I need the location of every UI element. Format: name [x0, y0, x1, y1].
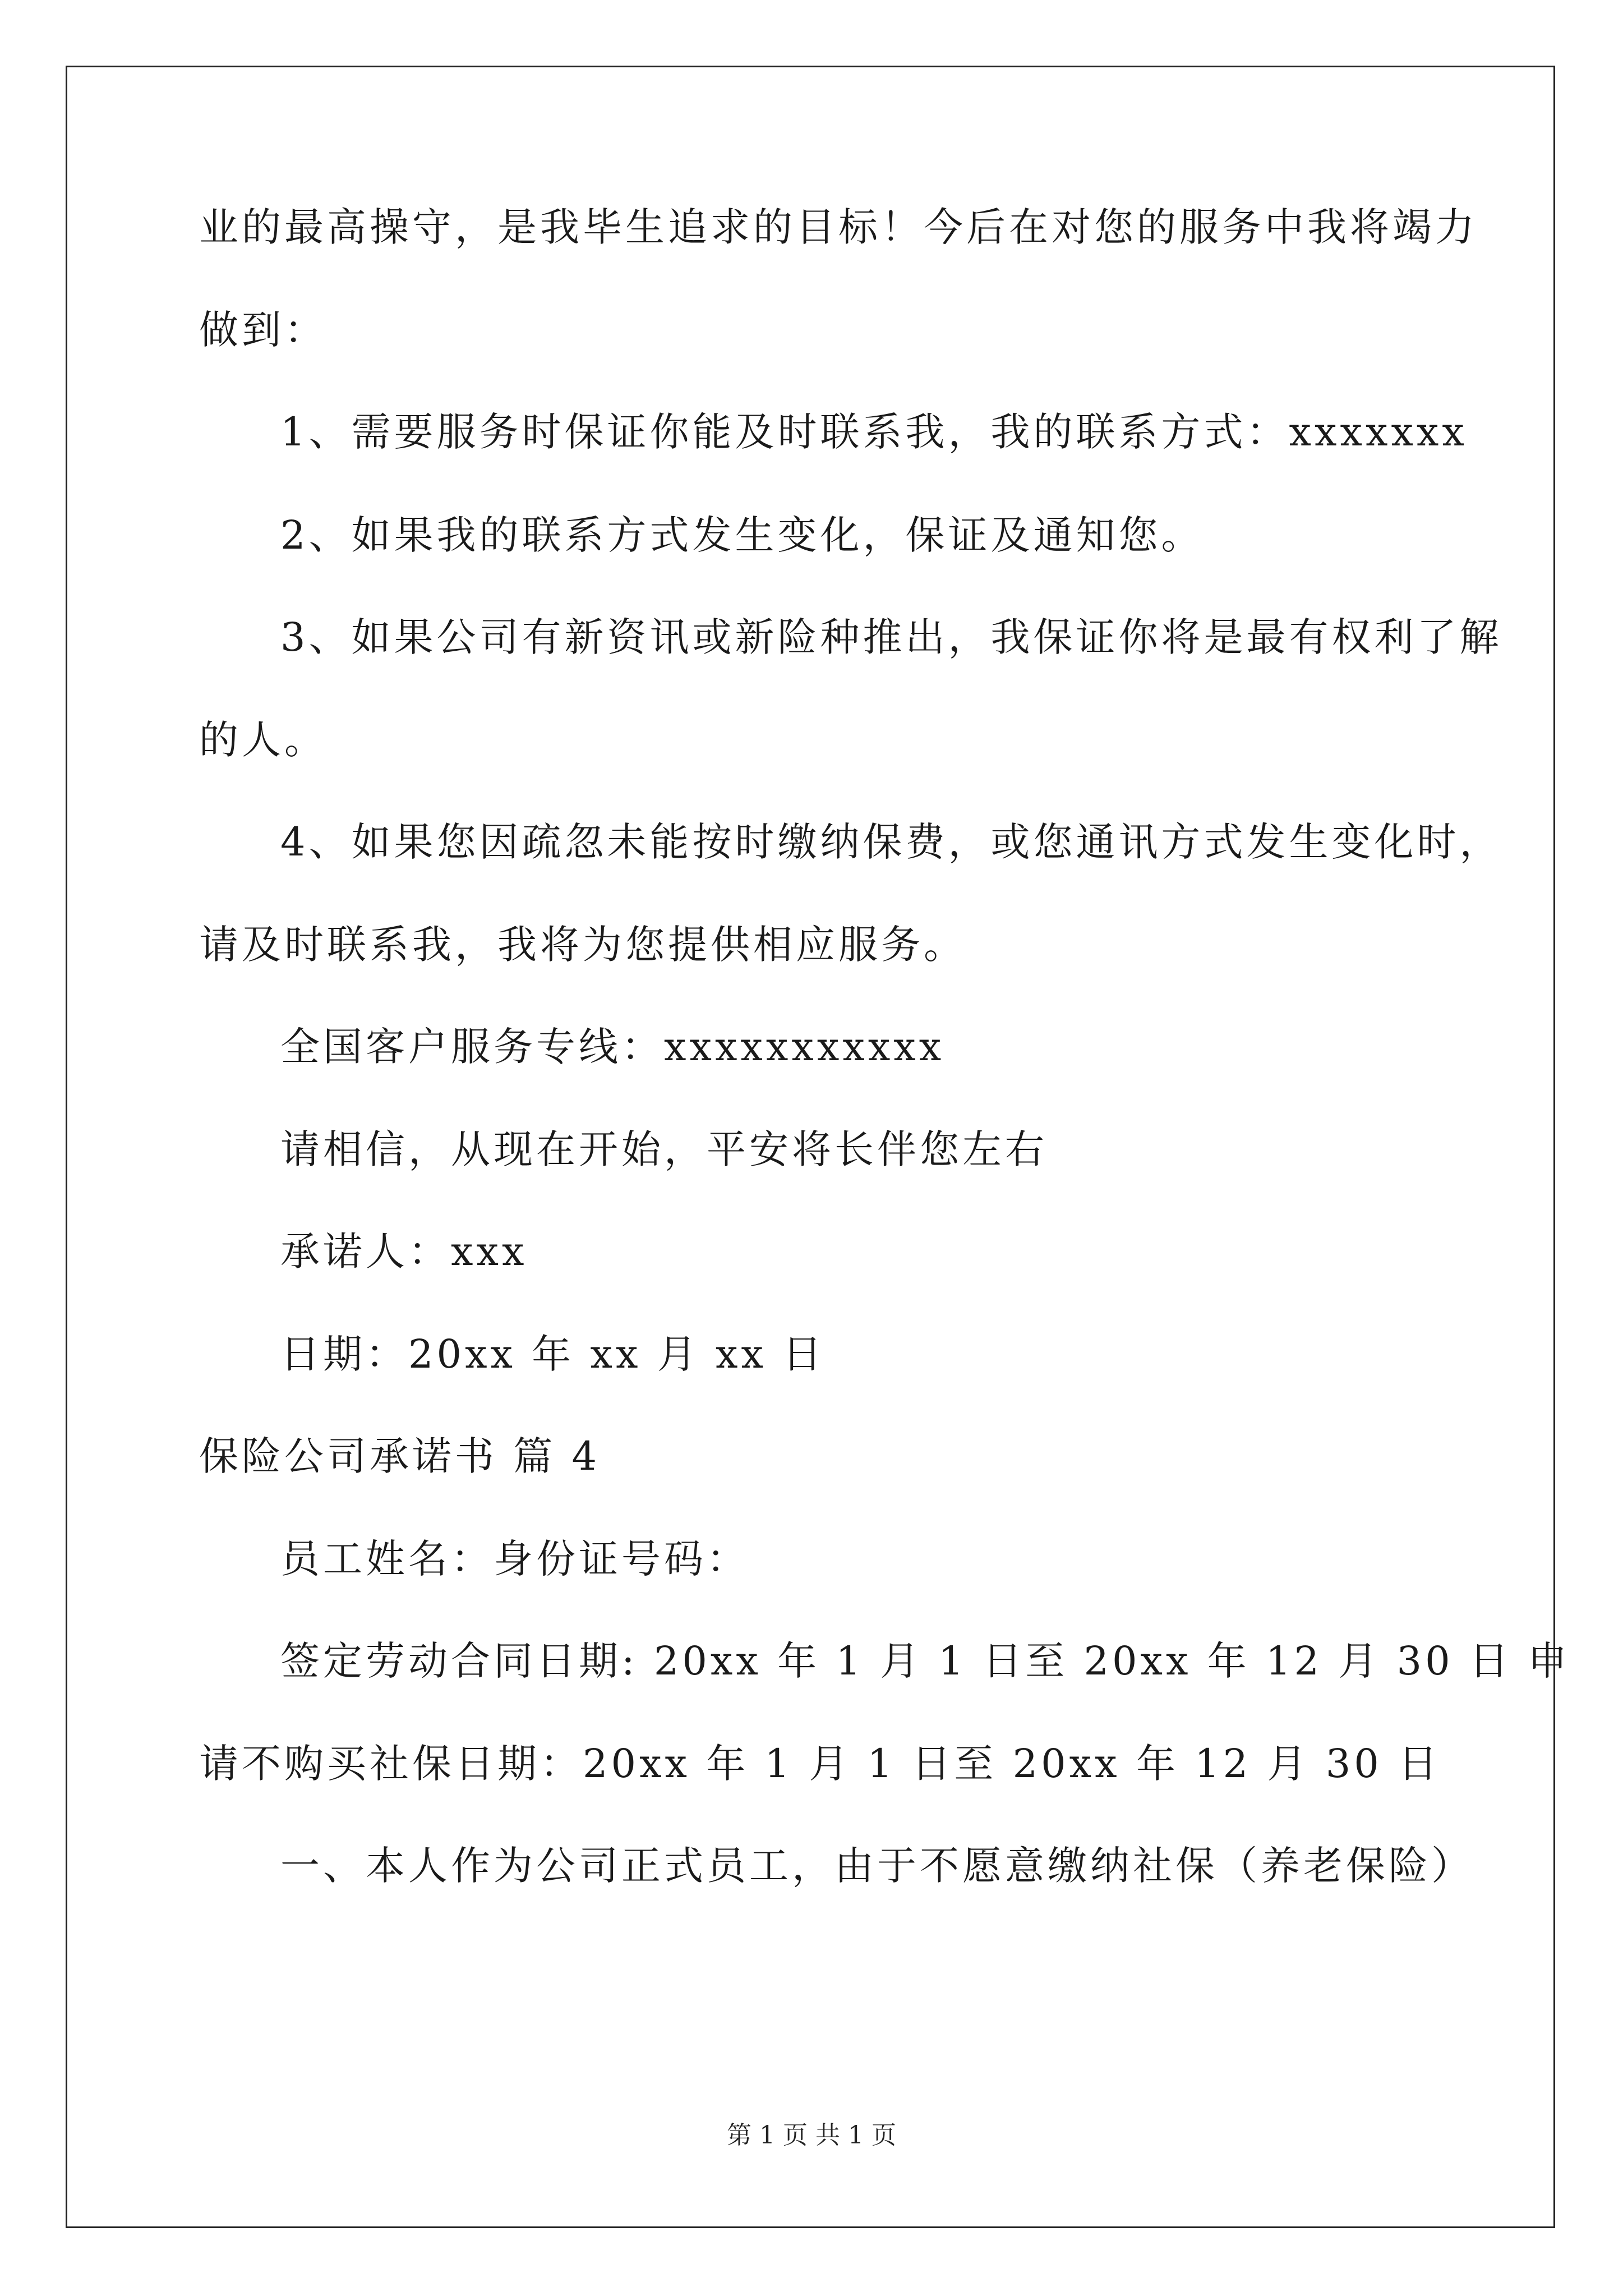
- closing-statement: 请相信，从现在开始，平安将长伴您左右: [280, 1126, 1048, 1172]
- paragraph-line: 的人。: [199, 717, 327, 763]
- service-hotline: 全国客户服务专线：xxxxxxxxxxx: [280, 1024, 945, 1070]
- list-item-4: 4、如果您因疏忽未能按时缴纳保费，或您通讯方式发生变化时，: [280, 819, 1502, 865]
- section-heading: 保险公司承诺书 篇 4: [199, 1433, 601, 1479]
- list-item-2: 2、如果我的联系方式发生变化，保证及通知您。: [280, 512, 1204, 558]
- paragraph-line: 业的最高操守，是我毕生追求的目标！今后在对您的服务中我将竭力: [199, 204, 1478, 250]
- date-line: 日期：20xx 年 xx 月 xx 日: [280, 1331, 826, 1377]
- promisor: 承诺人：xxx: [280, 1228, 528, 1274]
- list-item-3: 3、如果公司有新资讯或新险种推出，我保证你将是最有权利了解: [280, 614, 1502, 660]
- list-item-1: 1、需要服务时保证你能及时联系我，我的联系方式：xxxxxxx: [280, 409, 1468, 455]
- employee-info: 员工姓名：身份证号码：: [280, 1536, 749, 1582]
- page-footer: 第 1 页 共 1 页: [727, 2121, 896, 2150]
- paragraph-line: 请及时联系我，我将为您提供相应服务。: [199, 922, 966, 968]
- contract-date: 签定劳动合同日期: 20xx 年 1 月 1 日至 20xx 年 12 月 30 日 申: [280, 1638, 1571, 1684]
- paragraph-line: 做到：: [199, 307, 327, 353]
- clause-1: 一、本人作为公司正式员工，由于不愿意缴纳社保（养老保险）: [280, 1843, 1474, 1889]
- no-insurance-date: 请不购买社保日期：20xx 年 1 月 1 日至 20xx 年 12 月 30 日: [199, 1741, 1441, 1787]
